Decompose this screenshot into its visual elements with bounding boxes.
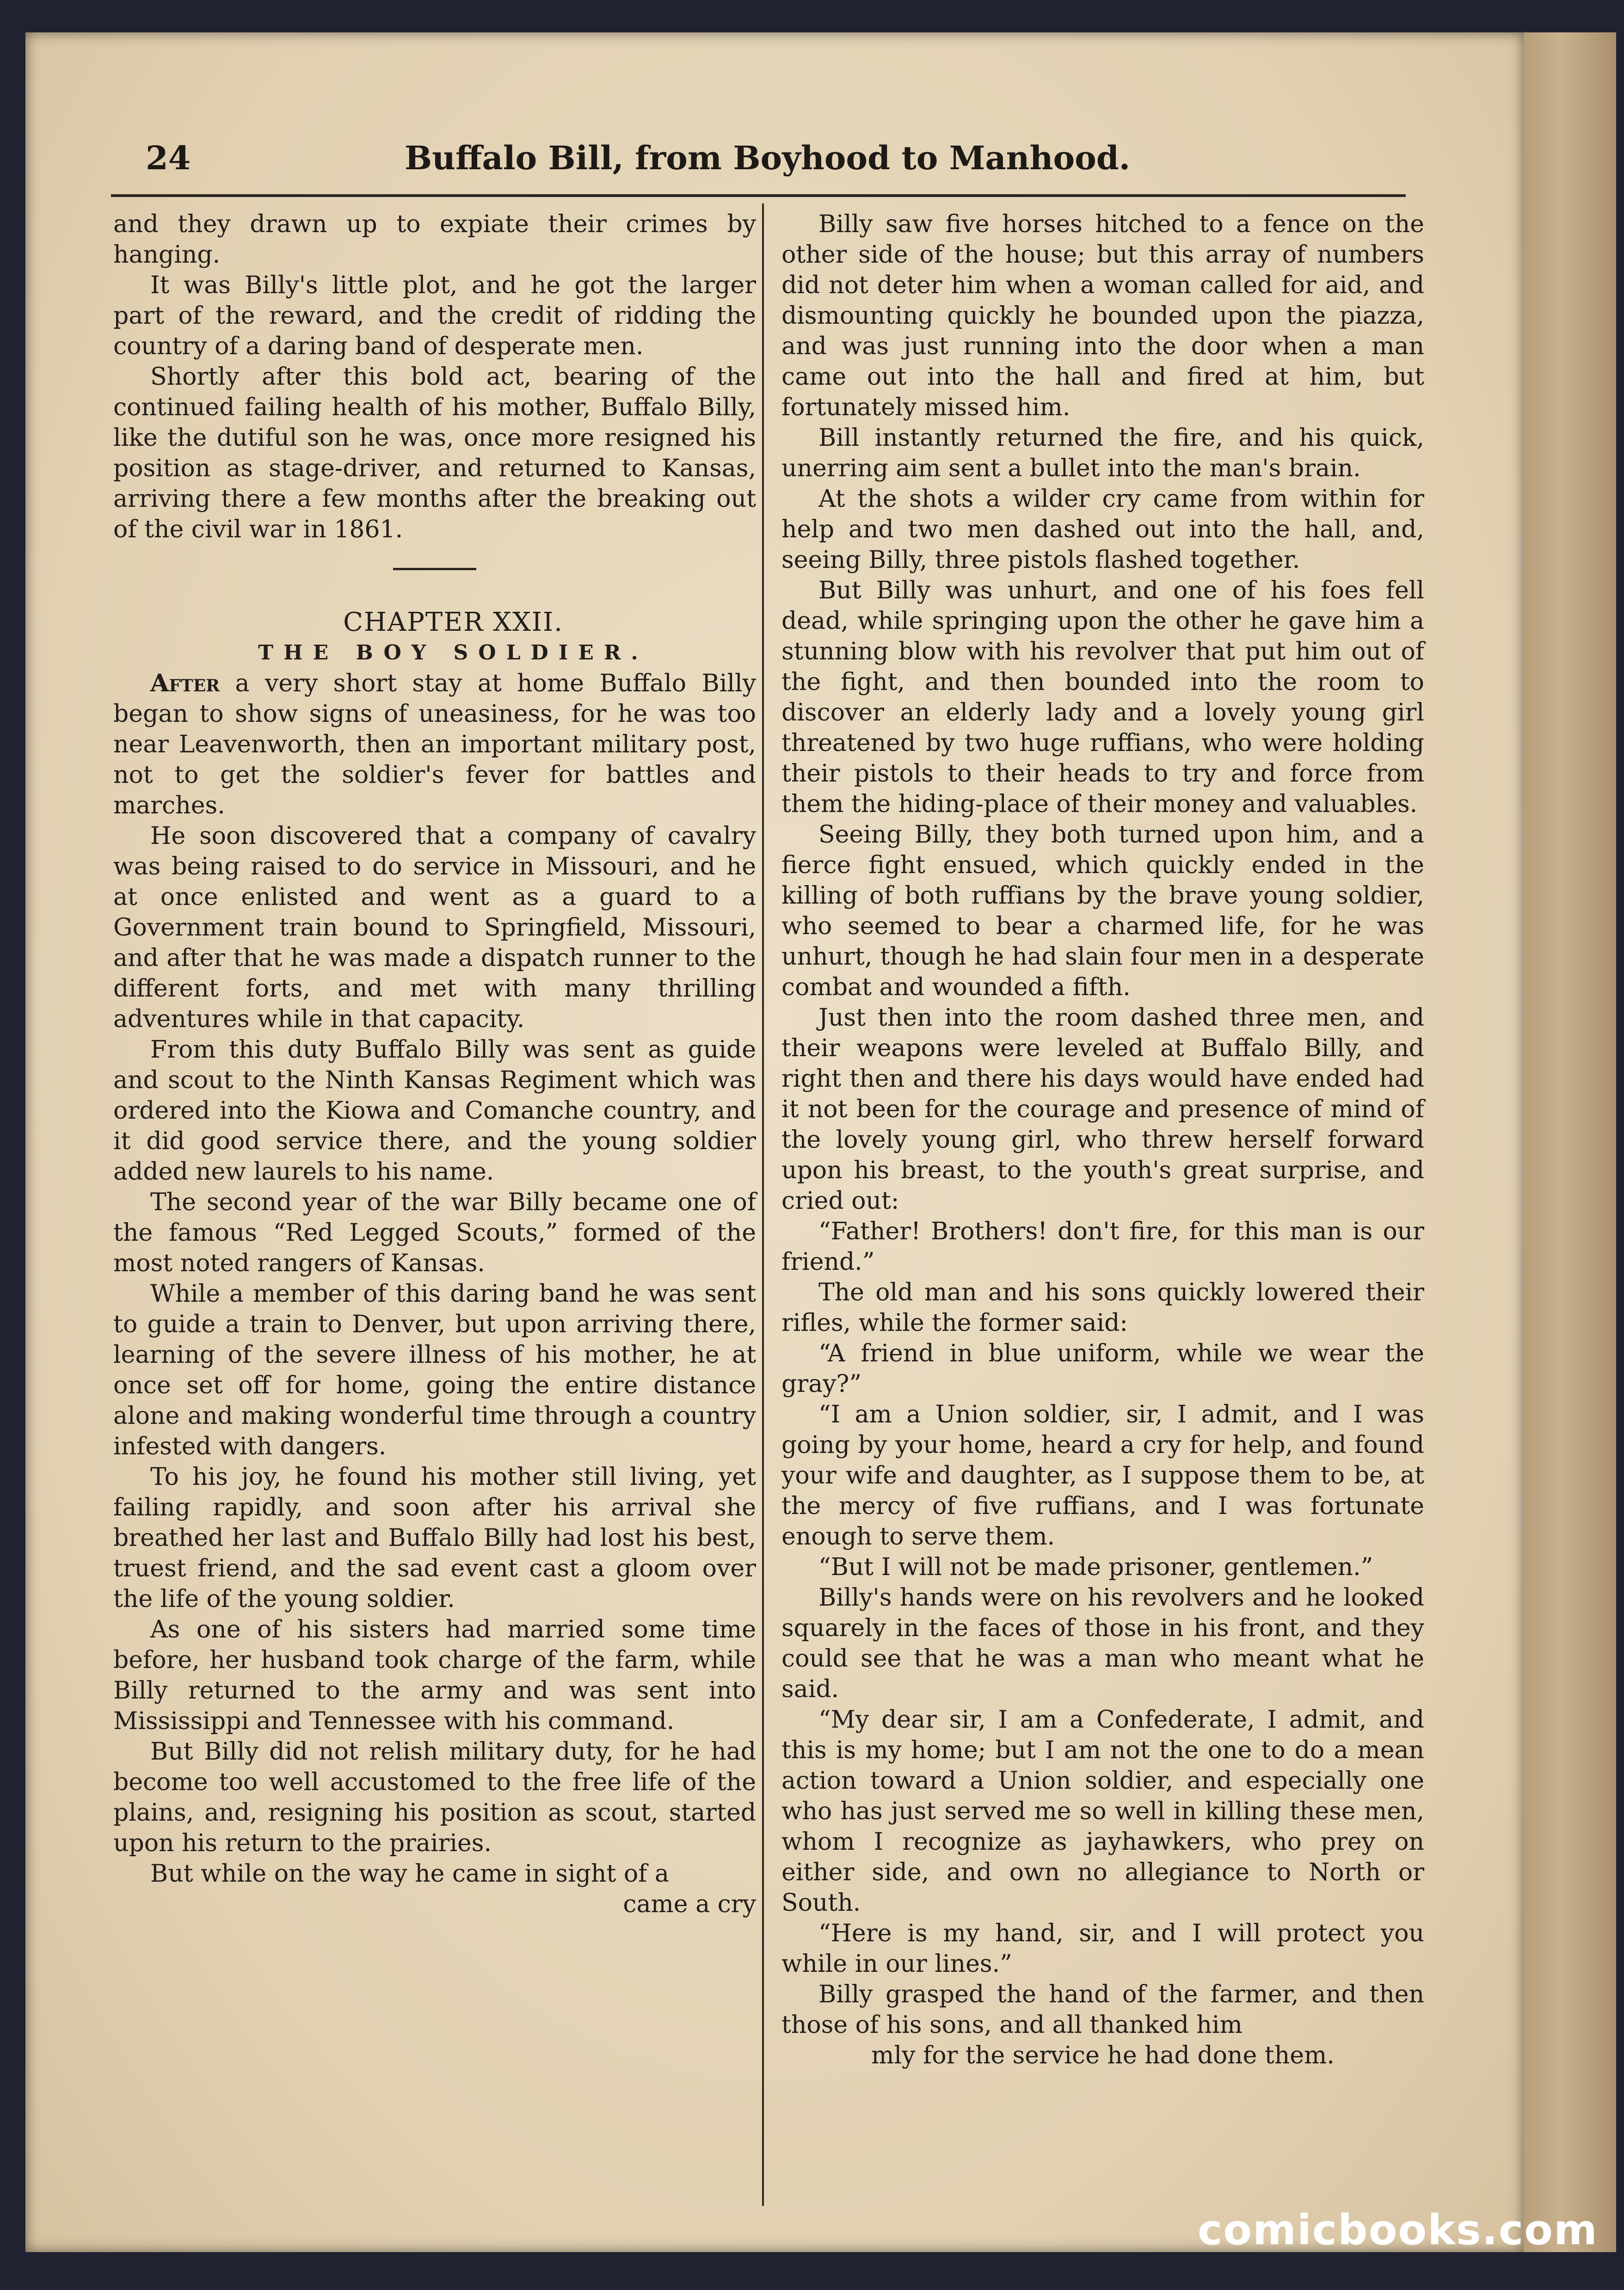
paragraph	[113, 668, 756, 821]
paragraph-fragment: came a cry	[623, 1890, 756, 1918]
paragraph: But while on the way he came in sight of a	[150, 1860, 669, 1888]
paragraph: “Here is my hand, sir, and I will protect you while in our lines.”	[781, 1920, 1424, 1978]
paragraph: and they drawn up to expiate their crimes by hanging.	[113, 210, 756, 269]
paragraph: At the shots a wilder cry came from within for help and two men dashed out into the hall, and, seeing Billy, three pistols flashed together.	[781, 485, 1424, 574]
paragraph: But Billy did not relish military duty, for he had become too well accustomed to the free life of the plains, and, resigning his position as scout, started upon his return to the prairies.	[113, 1738, 756, 1857]
paragraph: “A friend in blue uniform, while we wear the gray?”	[781, 1340, 1424, 1398]
paragraph: “I am a Union soldier, sir, I admit, and I was going by your home, heard a cry for help, and found your wife and daughter, as I suppose them to be, at the mercy of five ruffians, and I was fortunate enough to serve them.	[781, 1401, 1424, 1551]
page-header	[146, 134, 1403, 180]
paragraph: “My dear sir, I am a Confederate, I admit, and this is my home; but I am not the one to do a mean action toward a Union soldier, and especially one who has just served me so well in killing these men, whom I recognize as jayhawkers, who prey on either side, and own no allegiance to North or South.	[781, 1706, 1424, 1917]
paragraph: Seeing Billy, they both turned upon him, and a fierce fight ensued, which quickly ended in the killing of both ruffians by the brave young soldier, who seemed to bear a charmed life, for he was unhurt, though he had slain four men in a desperate combat and wounded a fifth.	[781, 821, 1424, 1001]
paragraph: Billy saw five horses hitched to a fence on the other side of the house; but this array of numbers did not deter him when a woman called for aid, and dismounting quickly he bounded upon the piazza, and was just running into the door when a man came out into the hall and fired at him, but fortunately missed him.	[781, 210, 1424, 421]
right-column	[781, 209, 1424, 2071]
page-edge	[1524, 32, 1616, 2252]
watermark: comicbooks.com	[1198, 2206, 1598, 2254]
column-divider	[762, 203, 764, 2206]
paragraph: The old man and his sons quickly lowered their rifles, while the former said:	[781, 1279, 1424, 1337]
chapter-subtitle: THE BOY SOLDIER.	[258, 641, 648, 665]
paragraph: “Father! Brothers! don't fire, for this man is our friend.”	[781, 1218, 1424, 1276]
paragraph: But Billy was unhurt, and one of his foes fell dead, while springing upon the other he gave him a stunning blow with his revolver that put him out of the fight, and then bounded into the room to discover an elderly lady and a lovely young girl threatened by two huge ruffians, who were holding their pistols to their heads to try and force from them the hiding-place of their money and valuables.	[781, 577, 1424, 818]
page-number: 24	[146, 139, 191, 177]
drop-lead-word: After	[150, 669, 220, 697]
paragraph-text: a very short stay at home Buffalo Billy began to show signs of uneasiness, for he was too near Leavenworth, then an important military post, not to get the soldier's fever for battles and marches.	[113, 670, 756, 819]
paragraph: The second year of the war Billy became one of the famous “Red Legged Scouts,” formed of the most noted rangers of Kansas.	[113, 1188, 756, 1277]
paragraph: As one of his sisters had married some time before, her husband took charge of the farm, while Billy returned to the army and was sent into Mississippi and Tennessee with his command.	[113, 1616, 756, 1735]
paragraph: To his joy, he found his mother still living, yet failing rapidly, and soon after his arrival she breathed her last and Buffalo Billy had lost his best, truest friend, and the sad event cast a gloom over the life of the young soldier.	[113, 1463, 756, 1613]
paragraph: It was Billy's little plot, and he got the larger part of the reward, and the credit of ridding the country of a daring band of desperate men.	[113, 271, 756, 360]
header-rule	[111, 194, 1406, 197]
paragraph: Billy grasped the hand of the farmer, and then those of his sons, and all thanked him	[781, 1981, 1424, 2039]
paragraph: Bill instantly returned the fire, and his quick, unerring aim sent a bullet into the man's brain.	[781, 424, 1424, 482]
paragraph: Billy's hands were on his revolvers and he looked squarely in the faces of those in his front, and they could see that he was a man who meant what he said.	[781, 1584, 1424, 1703]
paragraph: “But I will not be made prisoner, gentlemen.”	[818, 1553, 1373, 1581]
left-column	[113, 209, 756, 1920]
paragraph: Shortly after this bold act, bearing of the continued failing health of his mother, Buffalo Billy, like the dutiful son he was, once more resigned his position as stage-driver, and returned to Kansas, arriving there a few months after the breaking out of the civil war in 1861.	[113, 363, 756, 543]
paragraph: Just then into the room dashed three men, and their weapons were leveled at Buffalo Billy, and right then and there his days would have ended had it not been for the courage and presence of mind of the lovely young girl, who threw herself forward upon his breast, to the youth's great surprise, and cried out:	[781, 1004, 1424, 1215]
chapter-divider-rule	[393, 568, 476, 570]
paragraph: He soon discovered that a company of cavalry was being raised to do service in Missouri, and he at once enlisted and went as a guard to a Government train bound to Springfield, Missouri, and after that he was made a dispatch runner to the different forts, and met with many thrilling adventures while in that capacity.	[113, 822, 756, 1033]
paragraph-fragment: mly for the service he had done them.	[871, 2042, 1335, 2069]
running-title: Buffalo Bill, from Boyhood to Manhood.	[405, 139, 1131, 177]
paragraph: While a member of this daring band he was sent to guide a train to Denver, but upon arriving there, learning of the severe illness of his mother, he at once set off for home, going the entire distance alone and making wonderful time through a country infested with dangers.	[113, 1280, 756, 1460]
chapter-title: CHAPTER XXII.	[343, 607, 563, 637]
paragraph: From this duty Buffalo Billy was sent as guide and scout to the Ninth Kansas Regiment which was ordered into the Kiowa and Comanche country, and it did good service there, and the young soldier added new laurels to his name.	[113, 1036, 756, 1186]
